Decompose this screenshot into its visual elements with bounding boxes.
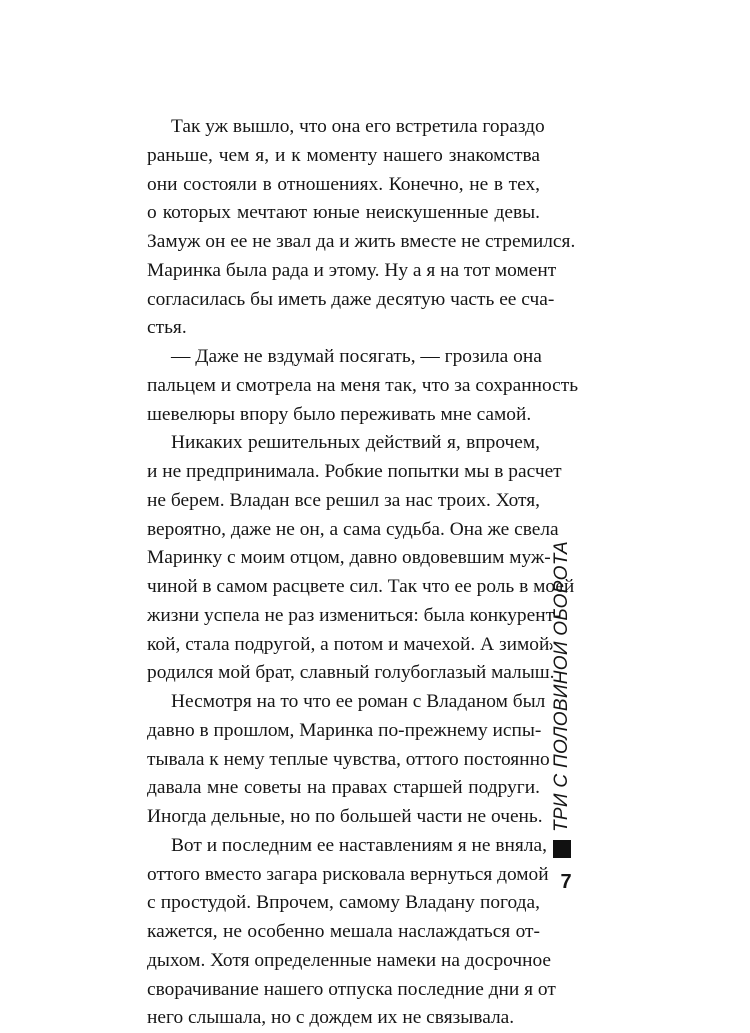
text-line: не берем. Владан все решил за нас троих. Хотя,: [147, 489, 540, 511]
text-line: пальцем и смотрела на меня так, что за сохранность: [147, 374, 579, 396]
text-line: него слышала, но с дождем их не связывала.: [147, 1007, 515, 1029]
text-line: Несмотря на то что ее роман с Владаном был: [171, 691, 546, 712]
text-line: Никаких решительных действий я, впрочем,: [171, 432, 540, 454]
text-line: давала мне советы на правах старшей подруги.: [147, 777, 540, 799]
text-line: согласилась бы иметь даже десятую часть ее сча-: [147, 288, 555, 310]
text-line: Маринка была рада и этому. Ну а я на тот момент: [147, 259, 557, 281]
text-line: тывала к нему теплые чувства, оттого постоянно: [147, 748, 550, 770]
text-line: Так уж вышло, что она его встретила гораздо: [171, 116, 545, 137]
text-line: оттого вместо загара рисковала вернуться домой: [147, 863, 549, 885]
text-line: Иногда дельные, но по большей части не очень.: [147, 806, 543, 827]
text-line: сворачивание нашего отпуска последние дни я от: [147, 978, 556, 1000]
text-line: с простудой. Впрочем, самому Владану погода,: [147, 892, 540, 914]
square-marker-icon: [553, 840, 571, 858]
text-line: родился мой брат, славный голубоглазый малыш.: [147, 662, 555, 684]
text-line: Замуж он ее не звал да и жить вместе не стремился.: [147, 231, 576, 252]
text-line: Маринку с моим отцом, давно овдовевшим муж-: [147, 547, 551, 569]
text-line: шевелюры впору было переживать мне самой.: [147, 403, 532, 425]
text-line: они состояли в отношениях. Конечно, не в тех,: [147, 173, 540, 195]
page-number: 7: [560, 871, 572, 893]
text-line: раньше, чем я, и к моменту нашего знакомства: [147, 144, 540, 166]
text-line: кой, стала подругой, а потом и мачехой. А зимой: [147, 633, 550, 655]
text-line: и не предпринимала. Робкие попытки мы в расчет: [147, 461, 562, 482]
text-line: о которых мечтают юные неискушенные девы.: [147, 202, 540, 224]
text-line: чиной в самом расцвете сил. Так что ее роль в моей: [147, 576, 575, 597]
text-line: дыхом. Хотя определенные намеки на досрочное: [147, 949, 552, 971]
text-line: Вот и последним ее наставлениям я не вняла,: [171, 834, 547, 856]
text-line: кажется, не особенно мешала наслаждаться от-: [147, 921, 540, 942]
text-line: стья.: [147, 317, 187, 339]
text-line: вероятно, даже не он, а сама судьба. Она же свела: [147, 518, 559, 540]
text-line: жизни успела не раз измениться: была конкурент-: [147, 604, 561, 626]
running-title: [552, 541, 572, 858]
text-line: — Даже не вздумай посягать, — грозила она: [171, 346, 542, 367]
text-line: давно в прошлом, Маринка по-прежнему испы-: [147, 719, 542, 741]
running-title-text: ТРИ С ПОЛОВИНОЙ ОБОРОТА: [551, 540, 572, 832]
